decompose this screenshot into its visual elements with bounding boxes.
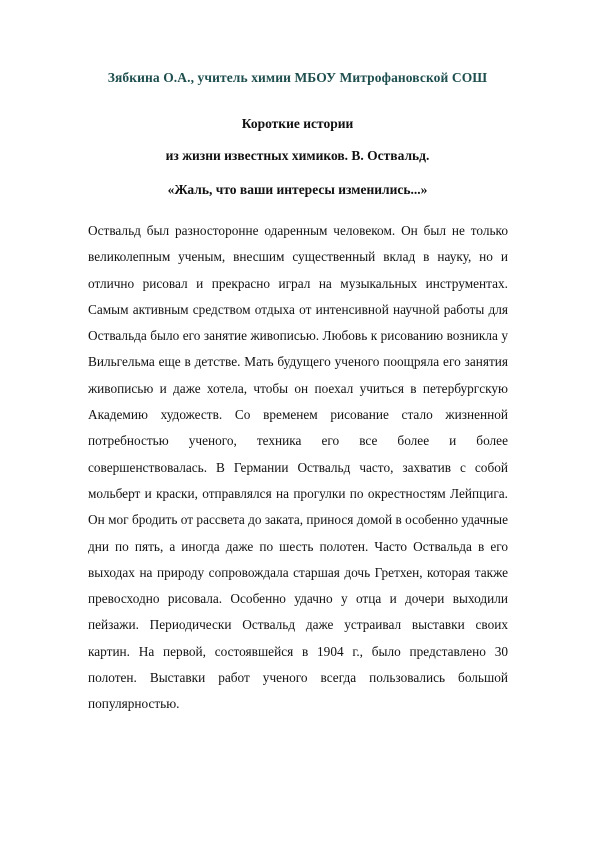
title-line-2: из жизни известных химиков. В. Оствальд. [165, 148, 430, 163]
title-line-1: Короткие истории [241, 116, 354, 131]
subtitle-quote: «Жаль, что ваши интересы изменились...» [167, 182, 428, 197]
body-paragraph: Оствальд был разносторонне одаренным человеком. Он был не только великолепным ученым, внесшим существенный вклад в науку, но и отлично рисовал и прекрасно играл на музыкальных инструментах. Самым активным средством отдыха от интенсивной научной работы для Оствальда было его занятие живописью. Любовь к рисованию возникла у Вильгельма еще в детстве. Мать будущего ученого поощряла его занятия живописью и даже хотела, чтобы он поехал учиться в петербургскую Академию художеств. Со временем рисование стало жизненной потребностью ученого, техника его все более и более совершенствовалась. В Германии Оствальд часто, захватив с собой мольберт и краски, отправлялся на прогулки по окрестностям Лейпцига. Он мог бродить от рассвета до заката, принося домой в особенно удачные дни по пять, а иногда даже по шесть полотен. Часто Оствальда в его выходах на природу сопровождала старшая дочь Гретхен, которая также превосходно рисовала. Особенно удачно у отца и дочери выходили пейзажи. Периодически Оствальд даже устраивал выставки своих картин. На первой, состоявшейся в 1904 г., было представлено 30 полотен. Выставки работ ученого всегда пользовались большой популярностью. [88, 223, 508, 712]
author-line: Зябкина О.А., учитель химии МБОУ Митрофановской СОШ [107, 70, 488, 85]
